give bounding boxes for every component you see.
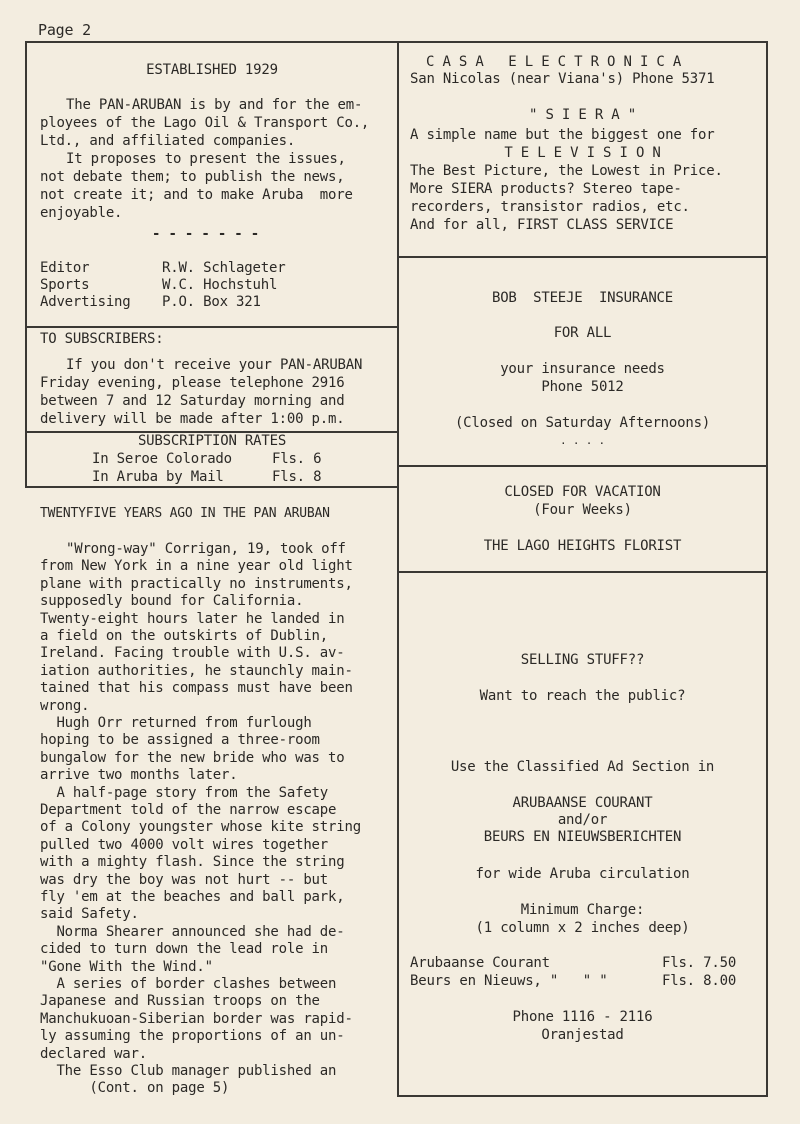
vacation-florist: THE LAGO HEIGHTS FLORIST — [483, 538, 682, 554]
vacation-line2: (Four Weeks) — [533, 502, 632, 518]
twentyfive-line: Norma Shearer announced she had de- — [40, 923, 345, 940]
twentyfive-line: fly 'em at the beaches and ball park, — [40, 889, 345, 905]
subscribers-line: If you don't receive your PAN-ARUBAN — [66, 357, 363, 373]
intro-line: not debate them; to publish the news, — [40, 169, 345, 185]
twentyfive-line: Twenty-eight hours later he landed in — [40, 610, 345, 627]
twentyfive-line: hoping to be assigned a three-room — [40, 732, 320, 749]
established-heading: ESTABLISHED 1929 — [146, 62, 278, 78]
twentyfive-line: wrong. — [40, 697, 90, 714]
staff-role-sports: Sports — [40, 277, 90, 293]
twentyfive-line: plane with practically no instruments, — [40, 575, 353, 592]
insurance-dots: . . . . — [560, 434, 605, 447]
classified-price-value: Fls. 7.50 — [662, 955, 737, 971]
classified-phone: Phone 1116 - 2116 — [512, 1009, 653, 1025]
twentyfive-line: supposedly bound for California. — [40, 593, 304, 610]
classified-circulation: for wide Aruba circulation — [475, 866, 690, 882]
intro-line: not create it; and to make Aruba more — [40, 187, 353, 203]
twentyfive-line: of a Colony youngster whose kite string — [40, 819, 361, 836]
rule-bottom — [397, 1095, 768, 1097]
masthead-divider: - - - - - - - — [152, 226, 259, 242]
casa-television: T E L E V I S I O N — [504, 145, 661, 161]
rate-place: In Seroe Colorado — [92, 451, 232, 467]
twentyfive-line: pulled two 4000 volt wires together — [40, 836, 329, 853]
twentyfive-line: (Cont. on page 5) — [40, 1080, 230, 1097]
staff-name-advertising: P.O. Box 321 — [162, 294, 261, 310]
page-label: Page 2 — [38, 21, 91, 39]
rule-insurance — [397, 256, 768, 258]
classified-price-paper: Beurs en Nieuws, " " " — [410, 973, 608, 989]
left-rule — [25, 41, 27, 486]
classified-andor: and/or — [557, 812, 608, 828]
twentyfive-line: Manchukuoan-Siberian border was rapid- — [40, 1010, 353, 1027]
intro-line: The PAN-ARUBAN is by and for the em- — [66, 97, 363, 113]
twentyfive-line: "Gone With the Wind." — [40, 958, 213, 975]
subscribers-line: Friday evening, please telephone 2916 — [40, 375, 345, 391]
subscribers-line: between 7 and 12 Saturday morning and — [40, 393, 345, 409]
staff-name-editor: R.W. Schlageter — [162, 260, 286, 276]
classified-city: Oranjestad — [541, 1027, 624, 1043]
staff-name-sports: W.C. Hochstuhl — [162, 277, 278, 293]
twentyfive-line: Japanese and Russian troops on the — [40, 993, 320, 1010]
insurance-for-all: FOR ALL — [553, 325, 612, 341]
rate-price: Fls. 6 — [272, 451, 322, 467]
insurance-title: BOB STEEJE INSURANCE — [491, 290, 674, 306]
classified-use: Use the Classified Ad Section in — [450, 759, 715, 775]
rule-classified — [397, 571, 768, 573]
center-rule — [397, 41, 399, 1096]
classified-heading: SELLING STUFF?? — [520, 652, 645, 668]
top-rule — [25, 41, 767, 43]
insurance-closed: (Closed on Saturday Afternoons) — [454, 415, 711, 431]
intro-line: It proposes to present the issues, — [66, 151, 346, 167]
twentyfive-line: tained that his compass must have been — [40, 680, 353, 697]
twentyfive-line: was dry the boy was not hurt -- but — [40, 871, 329, 888]
classified-price-value: Fls. 8.00 — [662, 973, 737, 989]
twentyfive-line: a field on the outskirts of Dublin, — [40, 628, 329, 644]
twentyfive-line: "Wrong-way" Corrigan, 19, took off — [66, 541, 346, 557]
classified-paper2: BEURS EN NIEUWSBERICHTEN — [483, 829, 682, 845]
casa-line: A simple name but the biggest one for — [410, 127, 715, 143]
twentyfive-line: Department told of the narrow escape — [40, 802, 337, 818]
staff-role-editor: Editor — [40, 260, 90, 276]
staff-role-advertising: Advertising — [40, 294, 131, 310]
twentyfive-line: with a mighty flash. Since the string — [40, 854, 345, 871]
classified-min-detail: (1 column x 2 inches deep) — [475, 920, 690, 936]
intro-line: ployees of the Lago Oil & Transport Co., — [40, 115, 370, 131]
twentyfive-line: said Safety. — [40, 906, 139, 923]
twentyfive-line: declared war. — [40, 1045, 147, 1062]
rates-heading: SUBSCRIPTION RATES — [137, 433, 287, 449]
twentyfive-heading: TWENTYFIVE YEARS AGO IN THE PAN ARUBAN — [40, 506, 330, 521]
casa-address: San Nicolas (near Viana's) Phone 5371 — [410, 71, 715, 87]
twentyfive-line: from New York in a nine year old light — [40, 558, 353, 575]
twentyfive-line: iation authorities, he staunchly main- — [40, 662, 353, 679]
right-rule — [766, 41, 768, 1096]
rate-place: In Aruba by Mail — [92, 469, 224, 485]
rule-subscribers — [25, 326, 399, 328]
casa-brand: " S I E R A " — [529, 107, 636, 123]
casa-line: The Best Picture, the Lowest in Price. — [410, 163, 723, 179]
casa-line: More SIERA products? Stereo tape- — [410, 181, 682, 197]
rate-price: Fls. 8 — [272, 469, 322, 485]
rule-vacation — [397, 465, 768, 467]
twentyfive-line: The Esso Club manager published an — [40, 1063, 337, 1079]
twentyfive-line: Ireland. Facing trouble with U.S. av- — [40, 645, 345, 662]
insurance-phone: Phone 5012 — [541, 379, 624, 395]
subscribers-heading: TO SUBSCRIBERS: — [40, 331, 164, 347]
casa-title: C A S A E L E C T R O N I C A — [426, 54, 682, 70]
twentyfive-line: Hugh Orr returned from furlough — [40, 715, 312, 731]
twentyfive-line: cided to turn down the lead role in — [40, 941, 329, 958]
casa-line: recorders, transistor radios, etc. — [410, 199, 690, 215]
twentyfive-line: bungalow for the new bride who was to — [40, 749, 345, 766]
twentyfive-line: A half-page story from the Safety — [40, 784, 329, 801]
twentyfive-line: A series of border clashes between — [40, 976, 337, 992]
classified-paper1: ARUBAANSE COURANT — [512, 795, 653, 811]
casa-line: And for all, FIRST CLASS SERVICE — [410, 217, 674, 233]
intro-line: enjoyable. — [40, 205, 123, 221]
insurance-needs: your insurance needs — [500, 361, 665, 377]
twentyfive-line: ly assuming the proportions of an un- — [40, 1028, 345, 1045]
twentyfive-line: arrive two months later. — [40, 767, 238, 784]
vacation-line1: CLOSED FOR VACATION — [504, 484, 661, 500]
subscribers-line: delivery will be made after 1:00 p.m. — [40, 411, 345, 427]
classified-sub: Want to reach the public? — [479, 688, 686, 704]
classified-min: Minimum Charge: — [520, 902, 645, 918]
intro-line: Ltd., and affiliated companies. — [40, 133, 296, 149]
classified-price-paper: Arubaanse Courant — [410, 955, 550, 971]
